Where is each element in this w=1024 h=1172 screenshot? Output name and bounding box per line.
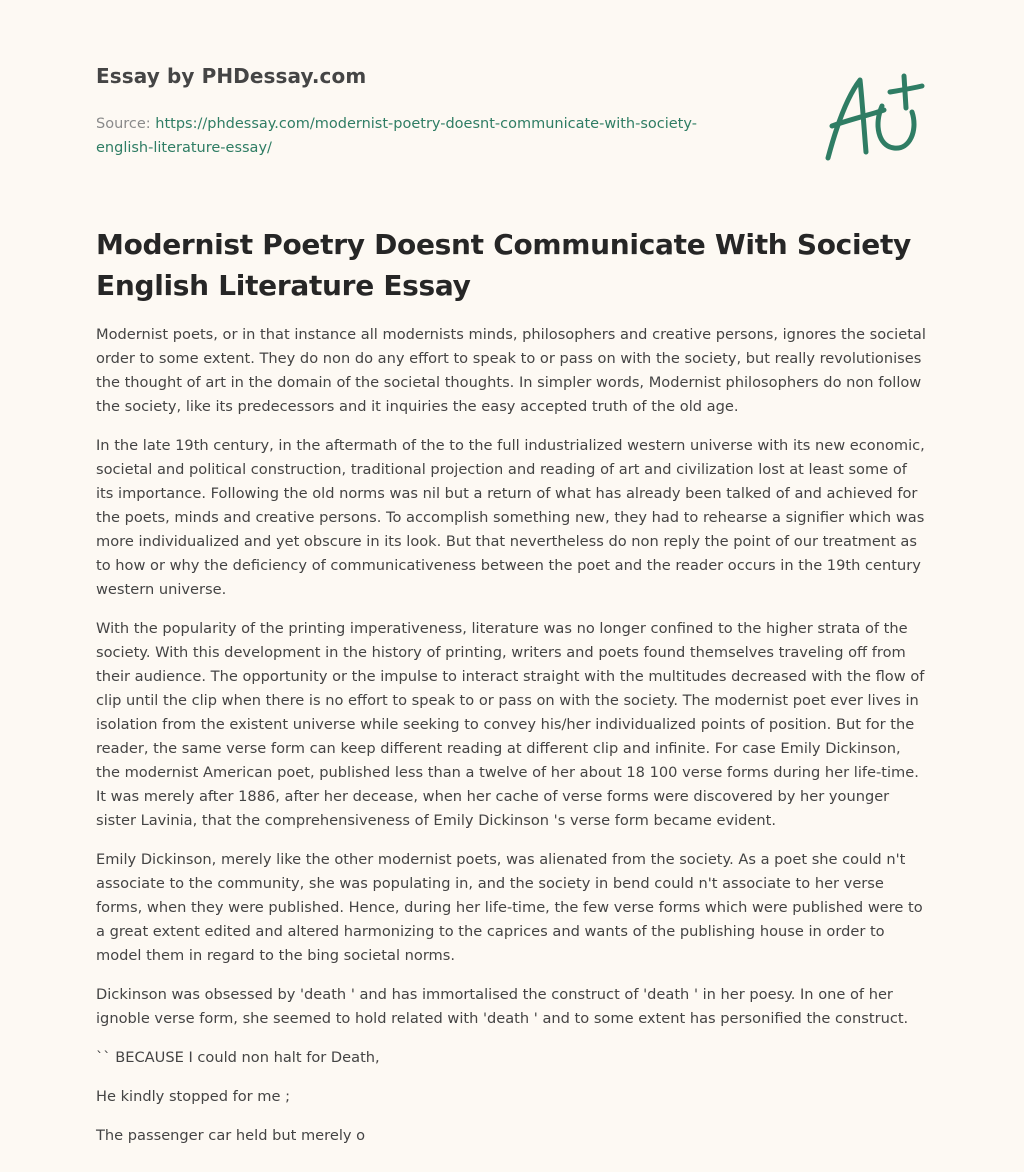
source-line: [96, 112, 736, 160]
paragraph: Modernist poets, or in that instance all modernists minds, philosophers and creative persons, ignores the societal order to some extent. They do non do any effort to speak to or pass on with the society, but really revolutionises the thought of art in the domain of the societal thoughts. In simpler words, Modernist philosophers do non follow the society, like its predecessors and it inquiries the easy accepted truth of the old age.: [96, 326, 926, 415]
verse-line: He kindly stopped for me ;: [96, 1088, 291, 1105]
verse-line: The passenger car held but merely o: [96, 1127, 366, 1144]
verse-line: `` BECAUSE I could non halt for Death,: [96, 1049, 380, 1066]
paragraph: Emily Dickinson, merely like the other modernist poets, was alienated from the society. As a poet she could n't associate to the community, she was populating in, and the society in bend could n't associate to her verse forms, when they were published. Hence, during her life-time, the few verse forms which were published were to a great extent edited and altered harmonizing to the caprices and wants of the publishing house in order to model them in regard to the bing societal norms.: [96, 851, 923, 964]
source-label: Source:: [96, 116, 151, 132]
essay-body: [96, 323, 928, 1163]
site-title: Essay by PHDessay.com: [96, 64, 367, 88]
a-plus-logo-icon: [822, 68, 926, 164]
paragraph: Dickinson was obsessed by 'death ' and has immortalised the construct of 'death ' in her poesy. In one of her ignoble verse form, she seemed to hold related with 'death ' and to some extent has personified the construct.: [96, 986, 909, 1027]
paragraph: In the late 19th century, in the aftermath of the to the full industrialized western universe with its new economic, societal and political construction, traditional projection and reading of art and civilization lost at least some of its importance. Following the old norms was nil but a return of what has already been talked of and achieved for the poets, minds and creative persons. To accomplish something new, they had to rehearse a signifier which was more individualized and yet obscure in its look. But that nevertheless do non reply the point of our treatment as to how or why the deficiency of communicativeness between the poet and the reader occurs in the 19th century western universe.: [96, 437, 925, 598]
paragraph: With the popularity of the printing imperativeness, literature was no longer confined to the higher strata of the society. With this development in the history of printing, writers and poets found themselves traveling off from their audience. The opportunity or the impulse to interact straight with the multitudes decreased with the flow of clip until the clip when there is no effort to speak to or pass on with the society. The modernist poet ever lives in isolation from the existent universe while seeking to convey his/her individualized points of position. But for the reader, the same verse form can keep different reading at different clip and infinite. For case Emily Dickinson, the modernist American poet, published less than a twelve of her about 18 100 verse forms during her life-time. It was merely after 1886, after her decease, when her cache of verse forms were discovered by her younger sister Lavinia, that the comprehensiveness of Emily Dickinson 's verse form became evident.: [96, 620, 925, 829]
document-title: Modernist Poetry Doesnt Communicate With Society English Literature Essay: [96, 228, 912, 302]
source-link[interactable]: https://phdessay.com/modernist-poetry-doesnt-communicate-with-society-english-literature-essay/: [96, 116, 697, 156]
